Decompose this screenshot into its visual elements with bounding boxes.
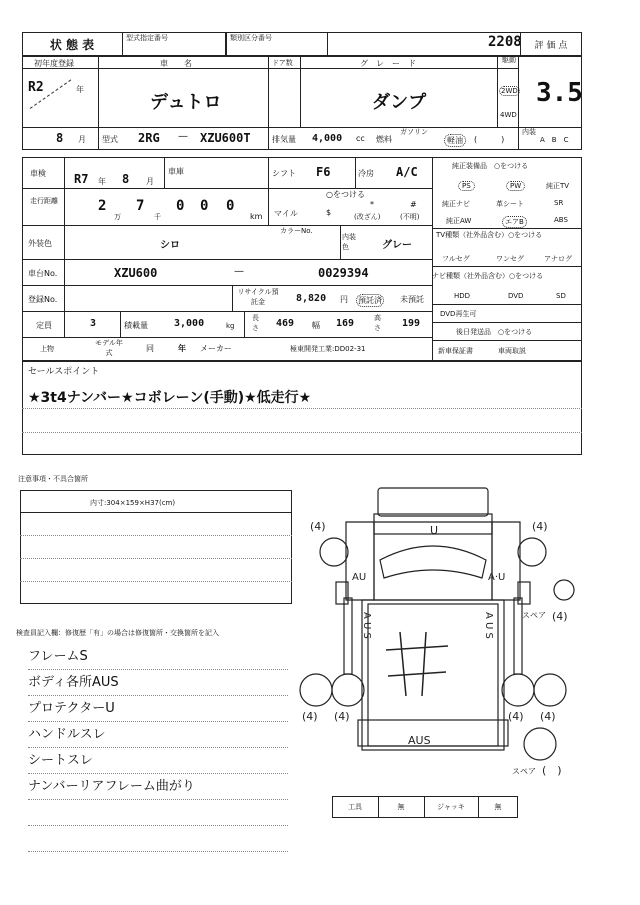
door-right	[492, 522, 520, 600]
mark-note: ○をつける	[326, 190, 365, 199]
unknown-label: (不明)	[400, 213, 420, 221]
chassis-prefix: XZU600	[114, 266, 158, 280]
hash-mark: #	[410, 200, 417, 209]
displacement-label: 排気量	[272, 135, 296, 144]
tire-rear-right-depth-2: (4)	[540, 710, 556, 723]
divider	[64, 157, 65, 337]
sales-point-label: セールスポイント	[28, 367, 100, 377]
recycle-amount: 8,820	[296, 293, 327, 304]
option-ps: PS	[458, 181, 475, 191]
length-label: 長さ	[252, 314, 259, 332]
genuine-options-label: 純正装備品 ○をつける	[452, 162, 529, 170]
divider	[22, 225, 432, 226]
fuel-other: ( )	[474, 135, 505, 144]
option-genuine-navi: 純正ナビ	[442, 200, 470, 208]
displacement-value: 4,000	[312, 133, 343, 144]
tire-rear-left-inner	[332, 674, 364, 706]
drive-label: 駆動	[502, 56, 516, 64]
divider	[518, 56, 519, 150]
shaken-label: 車検	[30, 169, 46, 178]
mileage-sen: 千	[154, 213, 161, 221]
later-ship-label: 後日発送品 ○をつける	[456, 328, 533, 336]
interior-color-label: 内装色	[342, 233, 356, 251]
dvd-play-label: DVD再生可	[440, 310, 477, 318]
car-name: デュトロ	[150, 92, 222, 113]
tire-front-right	[518, 538, 546, 566]
mark-door-left: AU	[352, 572, 367, 583]
form-title: 状 態 表	[49, 37, 95, 52]
width-value: 169	[336, 318, 355, 329]
chassis-dash: —	[234, 266, 244, 277]
doors-label: ドア数	[272, 59, 293, 67]
exterior-label: 外装色	[28, 239, 52, 248]
inspector-item: ハンドルスレ	[28, 722, 288, 748]
mile-label: マイル	[274, 209, 298, 218]
score-value: 3.5	[536, 78, 583, 108]
tire-rear-right-inner	[502, 674, 534, 706]
recycle-unpaid: 未預託	[400, 295, 424, 304]
divider	[232, 285, 233, 311]
manual-label: 車両取説	[498, 347, 526, 355]
navi-dvd: DVD	[508, 292, 524, 300]
load-label: 積載量	[124, 321, 148, 330]
divider	[432, 157, 433, 361]
goods-label: 上物	[40, 345, 54, 353]
divider	[20, 512, 292, 513]
inspector-label: 検査員記入欄：修復歴「有」の場合は修復箇所・交換箇所を記入	[16, 629, 219, 637]
tire-front-left	[320, 538, 348, 566]
shaken-year-label: 年	[98, 177, 106, 186]
tire-front-left-depth: (4)	[310, 520, 326, 533]
windshield	[380, 546, 486, 578]
divider	[432, 340, 582, 341]
divider	[355, 157, 356, 188]
width-label: 幅	[312, 321, 320, 330]
spare-depth-2: ( )	[542, 764, 562, 777]
notes-label: 注意事項・不具合箇所	[18, 475, 88, 483]
navi-type-label: ナビ種類（社外品含む）○をつける	[432, 272, 544, 280]
first-reg-month: 8	[56, 131, 64, 145]
divider	[98, 56, 99, 150]
vehicle-diagram	[296, 482, 586, 802]
mileage-digit-2: 7	[136, 198, 145, 214]
bed-outline	[362, 600, 504, 750]
sales-point-text: ★3t4ナンバー★コボレーン(手動)★低走行★	[28, 390, 312, 406]
shift-value: F6	[316, 165, 331, 179]
inspector-item: ナンバーリアフレーム曲がり	[28, 774, 288, 800]
same-label: 同	[146, 344, 154, 353]
mark-rear: AUS	[408, 734, 431, 747]
tire-front-right-depth: (4)	[532, 520, 548, 533]
tire-rear-left-outer	[300, 674, 332, 706]
shaken-month: 8	[122, 172, 130, 186]
year-label-2: 年	[178, 344, 186, 353]
damage-hatch	[386, 632, 448, 696]
divider	[268, 56, 269, 150]
spare-label-1: スペア	[522, 611, 546, 620]
garage-label: 車庫	[168, 167, 184, 176]
navi-sd: SD	[556, 292, 566, 300]
inspector-item	[28, 826, 288, 852]
door-left	[346, 522, 374, 600]
notes-line	[20, 581, 292, 582]
sales-line	[22, 408, 582, 409]
model-dash: —	[178, 131, 188, 142]
mileage-digit-4: 0	[200, 198, 209, 214]
first-reg-era: R2	[28, 80, 44, 95]
ac-value: A/C	[396, 165, 418, 179]
displacement-unit: cc	[356, 134, 365, 143]
option-sr: SR	[554, 199, 564, 207]
yen-unit: 円	[340, 295, 348, 304]
divider	[432, 228, 582, 229]
form-no-label: 型式指定番号	[126, 34, 168, 42]
tire-rear-left-depth-1: (4)	[302, 710, 318, 723]
spare-depth-1: (4)	[552, 610, 568, 623]
fuel-gas: ガソリン	[400, 128, 428, 136]
divider	[268, 157, 269, 225]
recycle-paid: 預託済	[358, 296, 382, 305]
model-prefix: 2RG	[138, 131, 160, 145]
divider	[432, 304, 582, 305]
jack-label: ジャッキ	[437, 803, 465, 811]
mileage-digit-1: 2	[98, 198, 107, 214]
mileage-digit-5: 0	[226, 198, 235, 214]
bed-inner	[368, 604, 498, 746]
drive-2wd: 2WD	[501, 87, 518, 95]
divider	[497, 56, 498, 128]
reg-no-label: 登録No.	[28, 295, 58, 304]
mark-roof-u: U	[430, 524, 439, 537]
year-label: 年	[76, 85, 84, 94]
inspector-item: フレームS	[28, 644, 288, 670]
divider	[432, 266, 582, 267]
tire-rear-right-outer	[534, 674, 566, 706]
load-unit: kg	[226, 322, 235, 330]
tv-type-label: TV種類（社外品含む）○をつける	[436, 231, 543, 239]
inspector-item: ボディ各所AUS	[28, 670, 288, 696]
divider	[22, 188, 432, 189]
model-code: XZU600T	[200, 131, 251, 145]
interior-label: 内装	[522, 128, 536, 136]
divider	[164, 157, 165, 188]
capacity-label: 定員	[36, 321, 52, 330]
divider	[22, 285, 432, 286]
cab-roof	[378, 488, 488, 516]
notes-line	[20, 558, 292, 559]
spare-tire	[524, 728, 556, 760]
color-no-label: カラーNo.	[280, 227, 313, 235]
divider	[22, 311, 432, 312]
mirror-round-right	[554, 580, 574, 600]
shaken-month-label: 月	[146, 177, 154, 186]
maker-label: メーカー	[200, 344, 232, 353]
option-genuine-tv: 純正TV	[546, 182, 570, 190]
ac-label: 冷房	[358, 169, 374, 178]
capacity-value: 3	[90, 318, 97, 329]
shaken-era: R7	[74, 172, 89, 186]
inspector-item: プロテクターU	[28, 696, 288, 722]
km-unit: km	[250, 212, 263, 221]
star-mark: *	[370, 200, 374, 209]
tv-analog: アナログ	[544, 255, 572, 263]
option-pw: PW	[506, 181, 525, 191]
shift-label: シフト	[272, 169, 296, 178]
inner-size: 内寸:304×159×H37(cm)	[90, 499, 176, 507]
mileage-label: 走行距離	[30, 197, 58, 205]
tools-label: 工具	[348, 803, 362, 811]
divider	[22, 68, 518, 69]
divider	[300, 56, 301, 128]
divider	[432, 322, 582, 323]
tools-value: 無	[397, 803, 405, 811]
mark-door-right: A·U	[488, 572, 506, 583]
mileage-man: 万	[114, 213, 121, 221]
chassis-number: 0029394	[318, 266, 369, 280]
chassis-label: 車台No.	[28, 269, 58, 278]
drive-4wd: 4WD	[500, 111, 517, 119]
notes-line	[20, 535, 292, 536]
load-value: 3,000	[174, 318, 205, 329]
mark-bed-left: A U S	[361, 612, 372, 639]
inspector-item: シートスレ	[28, 748, 288, 774]
length-value: 469	[276, 318, 295, 329]
exterior-color: シロ	[160, 240, 180, 251]
dollar-sign: $	[326, 208, 332, 217]
divider	[22, 259, 432, 260]
divider	[22, 337, 432, 338]
divider	[120, 311, 121, 337]
divider	[340, 225, 341, 259]
mileage-digit-3: 0	[176, 198, 185, 214]
recycle-label: リサイクル預託金	[237, 288, 279, 306]
sales-line	[22, 432, 582, 433]
option-abs: ABS	[554, 216, 568, 224]
mark-bed-right: A U S	[483, 612, 494, 639]
category-no-label: 類別区分番号	[230, 34, 272, 42]
height-value: 199	[402, 318, 421, 329]
score-label: 評 価 点	[534, 40, 568, 51]
height-label: 高さ	[374, 314, 381, 332]
rail-right	[514, 598, 522, 674]
tampered-label: (改ざん)	[354, 213, 381, 221]
model-year-label: モデル年式	[95, 339, 123, 357]
maker-value: 極東開発工業:DD02-31	[290, 345, 366, 353]
first-reg-label: 初年度登録	[34, 59, 74, 68]
car-name-label: 車 名	[160, 59, 192, 68]
sheet-number: 2208	[488, 34, 522, 50]
divider	[22, 127, 518, 128]
tailgate	[358, 720, 508, 746]
warranty-label: 新車保証書	[438, 347, 473, 355]
spare-label-2: スペア	[512, 767, 536, 776]
tire-rear-left-depth-2: (4)	[334, 710, 350, 723]
grade-label: グ レ ー ド	[360, 59, 416, 68]
rail-left	[344, 598, 352, 674]
option-genuine-aw: 純正AW	[446, 217, 472, 225]
grade-value: ダンプ	[372, 92, 427, 113]
jack-value: 無	[494, 803, 502, 811]
divider	[244, 311, 245, 337]
tire-rear-right-depth-1: (4)	[508, 710, 524, 723]
model-label: 型式	[102, 135, 118, 144]
fuel-diesel: 軽油	[444, 134, 466, 147]
fuel-label: 燃料	[376, 135, 392, 144]
interior-grades: A B C	[540, 136, 569, 144]
option-leather: 革シート	[496, 200, 524, 208]
interior-color: グレー	[382, 240, 412, 251]
navi-hdd: HDD	[454, 292, 471, 300]
tv-fullseg: フルセグ	[442, 255, 470, 263]
tv-oneseg: ワンセグ	[496, 255, 524, 263]
inspector-list	[28, 644, 288, 852]
month-label: 月	[78, 135, 86, 144]
inspector-item	[28, 800, 288, 826]
option-airbag: エアB	[502, 216, 527, 228]
